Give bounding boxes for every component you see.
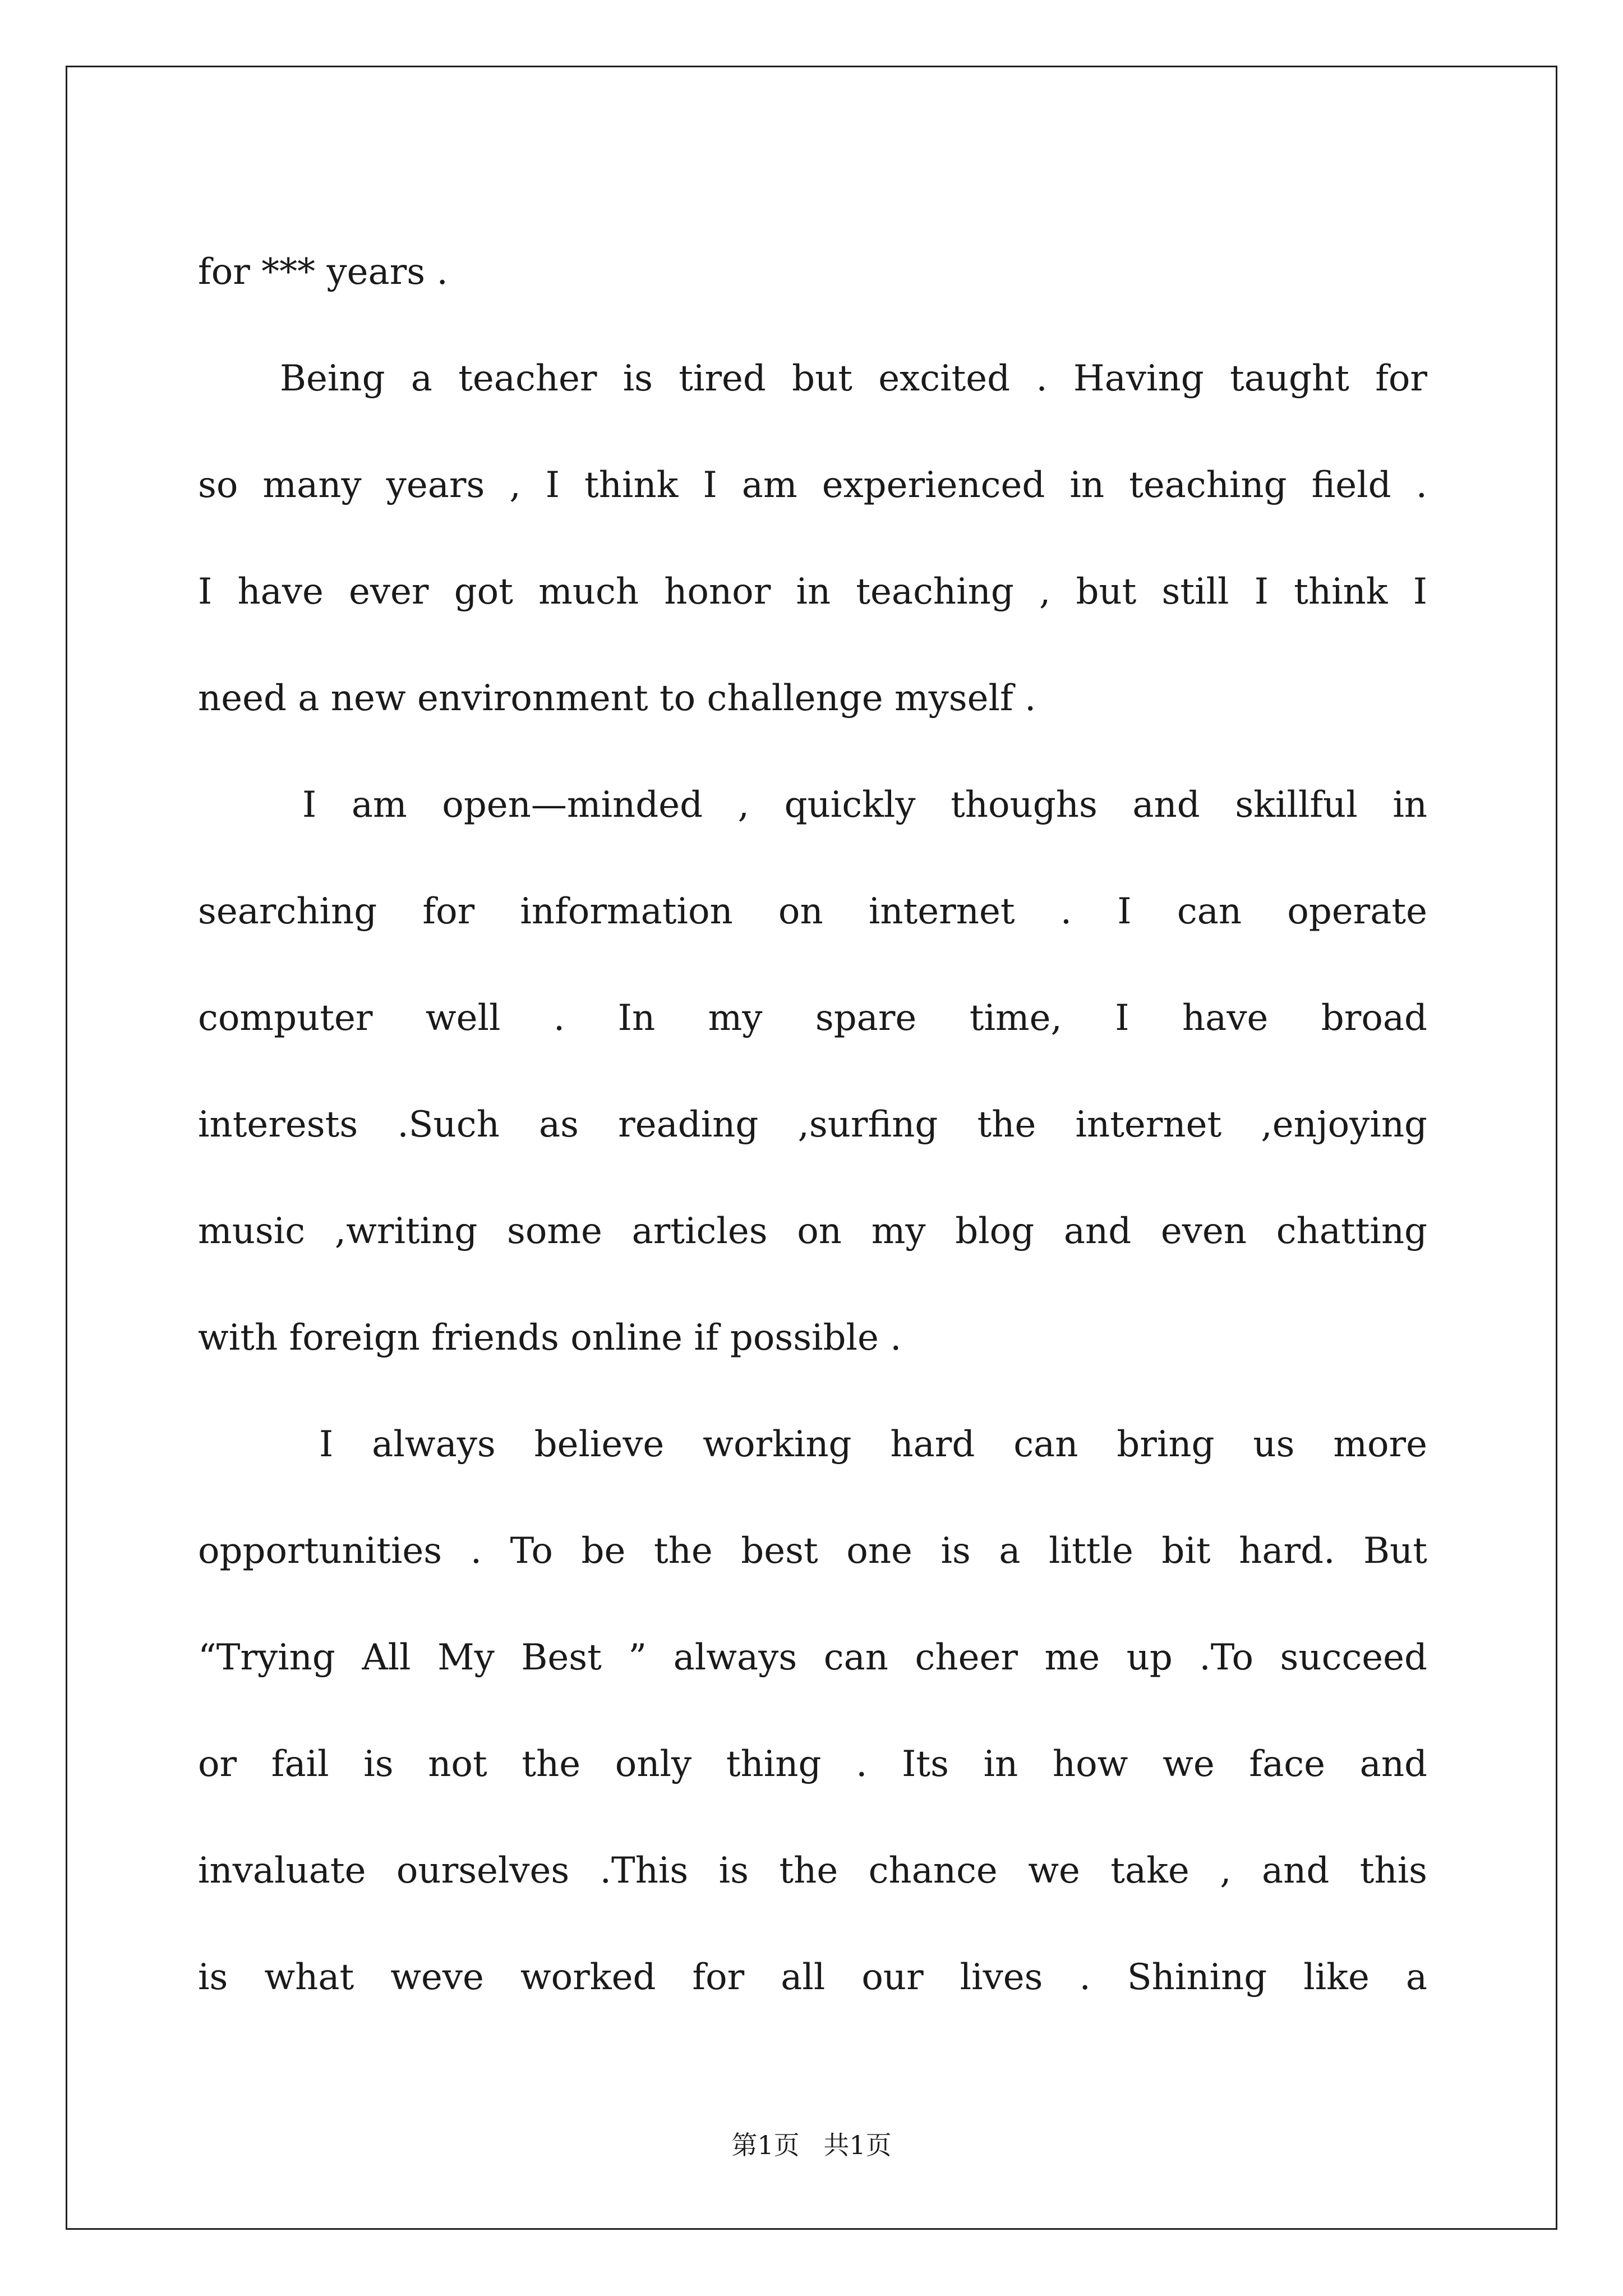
page-total: 共1页	[823, 2130, 892, 2160]
text-line: is what weve worked for all our lives . Shining like a	[198, 1957, 1427, 1998]
text-line: I always believe working hard can bring us more	[319, 1424, 1427, 1465]
text-line: “Trying All My Best ” always can cheer me up .To succeed	[198, 1637, 1427, 1678]
document-body	[198, 219, 1427, 2031]
text-line: interests .Such as reading ,surfing the internet ,enjoying	[198, 1104, 1427, 1145]
text-line: searching for information on internet . I can operate	[198, 891, 1427, 932]
text-line: I have ever got much honor in teaching , but still I think I	[198, 571, 1427, 613]
text-line: for *** years .	[198, 251, 448, 293]
text-line: music ,writing some articles on my blog and even chatting	[198, 1211, 1427, 1252]
page-number: 第1页	[731, 2130, 800, 2160]
text-line: with foreign friends online if possible .	[198, 1317, 902, 1359]
text-line: computer well . In my spare time, I have broad	[198, 997, 1427, 1039]
text-line: or fail is not the only thing . Its in how we face and	[198, 1743, 1427, 1785]
text-line: invaluate ourselves .This is the chance we take , and this	[198, 1850, 1427, 1892]
text-line: need a new environment to challenge myself .	[198, 678, 1036, 719]
text-line: I am open—minded , quickly thoughs and skillful in	[302, 784, 1427, 826]
text-line: opportunities . To be the best one is a little bit hard. But	[198, 1530, 1427, 1572]
page-footer	[0, 2125, 1623, 2162]
text-line: so many years , I think I am experienced in teaching field .	[198, 464, 1427, 506]
text-line: Being a teacher is tired but excited . Having taught for	[280, 358, 1427, 399]
